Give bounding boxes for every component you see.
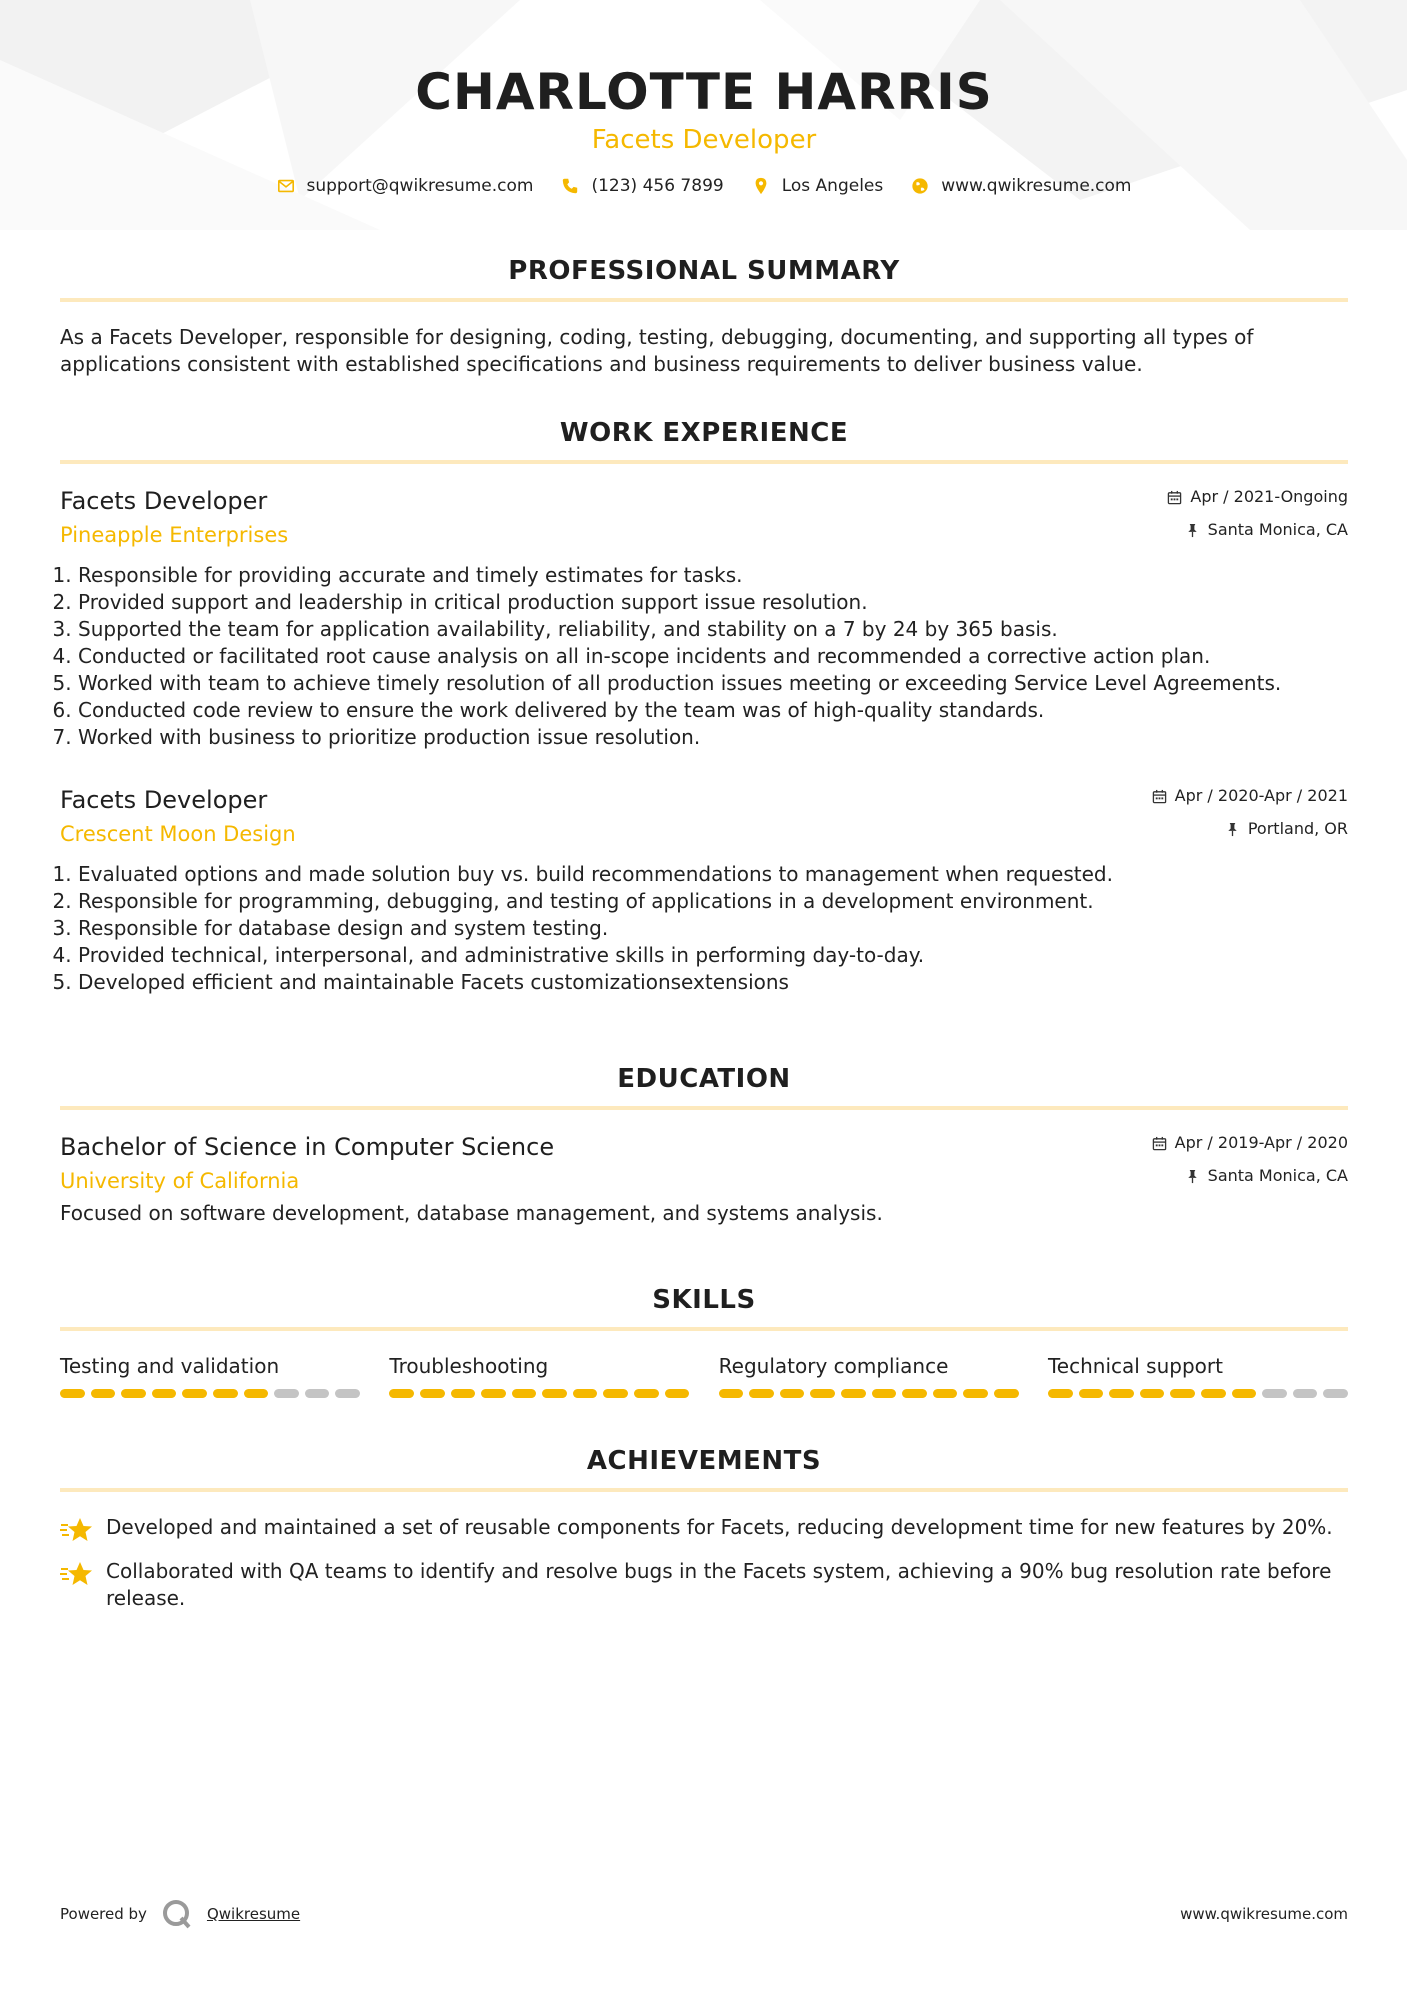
skills-title: SKILLS [652, 1285, 756, 1315]
summary-text: As a Facets Developer, responsible for designing, coding, testing, debugging, documenting, and supporting all types of applications consistent with established specifications and business requirements to deliver business value. [60, 325, 1254, 376]
skill-item [1048, 1353, 1348, 1398]
section-divider [60, 1327, 1348, 1331]
job-duty: 1. Responsible for providing accurate and timely estimates for tasks. [78, 562, 1348, 589]
skill-item [60, 1353, 360, 1398]
skill-segment-empty [335, 1389, 360, 1398]
job-duty: 4. Provided technical, interpersonal, and administrative skills in performing day-to-day. [78, 942, 1348, 969]
education-dates: Apr / 2019-Apr / 2020 [1174, 1133, 1348, 1152]
skill-segment-filled [451, 1389, 476, 1398]
map-pin-icon [752, 177, 770, 195]
education-description: Focused on software development, database management, and systems analysis. [60, 1201, 883, 1225]
contact-location-text: Los Angeles [781, 176, 884, 196]
skill-segment-filled [213, 1389, 238, 1398]
skill-segment-filled [749, 1389, 774, 1398]
qwikresume-logo-icon [161, 1898, 193, 1930]
job-duties [60, 562, 1348, 751]
skill-segment-filled [244, 1389, 269, 1398]
calendar-icon [1152, 789, 1167, 804]
skill-segment-filled [152, 1389, 177, 1398]
powered-by-label: Powered by [60, 1905, 147, 1923]
job-duty: 6. Conducted code review to ensure the work delivered by the team was of high-quality standards. [78, 697, 1348, 724]
candidate-role: Facets Developer [591, 125, 817, 155]
skill-segment-filled [420, 1389, 445, 1398]
job-duty: 5. Worked with team to achieve timely resolution of all production issues meeting or exceeding Service Level Agreements. [78, 670, 1348, 697]
skill-segment-filled [1048, 1389, 1073, 1398]
pushpin-icon [1185, 1169, 1200, 1184]
skill-segment-filled [603, 1389, 628, 1398]
degree-title: Bachelor of Science in Computer Science [60, 1133, 555, 1161]
job-duty: 4. Conducted or facilitated root cause analysis on all in-scope incidents and recommended a corrective action plan. [78, 643, 1348, 670]
job-duty: 3. Responsible for database design and system testing. [78, 915, 1348, 942]
job-location: Santa Monica, CA [1207, 520, 1348, 539]
skill-name: Technical support [1047, 1354, 1223, 1378]
job-entry [60, 486, 1348, 751]
skill-segment-filled [841, 1389, 866, 1398]
calendar-icon [1152, 1136, 1167, 1151]
skill-segment-filled [481, 1389, 506, 1398]
skill-segment-empty [1262, 1389, 1287, 1398]
skill-segment-filled [719, 1389, 744, 1398]
summary-title: PROFESSIONAL SUMMARY [508, 256, 900, 286]
section-divider [60, 1106, 1348, 1110]
job-duty: 2. Responsible for programming, debugging, and testing of applications in a development environment. [78, 888, 1348, 915]
phone-icon [561, 177, 579, 195]
skill-segment-filled [389, 1389, 414, 1398]
contact-email-text: support@qwikresume.com [306, 176, 534, 196]
skill-segment-filled [573, 1389, 598, 1398]
star-icon [60, 1560, 94, 1588]
skill-segment-filled [872, 1389, 897, 1398]
achievements-title: ACHIEVEMENTS [586, 1446, 822, 1476]
contact-phone[interactable] [561, 176, 723, 196]
skill-segment-filled [1140, 1389, 1165, 1398]
experience-title: WORK EXPERIENCE [559, 418, 849, 448]
skill-segment-filled [994, 1389, 1019, 1398]
skill-segment-filled [780, 1389, 805, 1398]
skill-level-bar [719, 1389, 1019, 1398]
section-divider [60, 298, 1348, 302]
skill-segment-filled [810, 1389, 835, 1398]
contact-website[interactable] [911, 176, 1131, 196]
job-duty: 3. Supported the team for application availability, reliability, and stability on a 7 by 24 by 365 basis. [78, 616, 1348, 643]
achievement-item [60, 1558, 1348, 1612]
skill-segment-filled [933, 1389, 958, 1398]
resume-page [60, 0, 1348, 1612]
job-meta [1152, 785, 1348, 840]
experience-section [60, 418, 1348, 996]
skill-segment-filled [121, 1389, 146, 1398]
achievement-text: Collaborated with QA teams to identify and resolve bugs in the Facets system, achieving a 90% bug resolution rate before release. [106, 1559, 1332, 1610]
contact-website-text: www.qwikresume.com [941, 176, 1132, 196]
skill-segment-filled [512, 1389, 537, 1398]
brand-link[interactable]: Qwikresume [206, 1905, 301, 1923]
job-duties [60, 861, 1348, 996]
skill-level-bar [60, 1389, 360, 1398]
skill-segment-filled [60, 1389, 85, 1398]
job-duty: 5. Developed efficient and maintainable Facets customizationsextensions [78, 969, 1348, 996]
powered-by [60, 1898, 300, 1930]
job-company: Crescent Moon Design [60, 822, 296, 846]
pushpin-icon [1225, 822, 1240, 837]
skill-segment-filled [1201, 1389, 1226, 1398]
job-entry [60, 785, 1348, 996]
calendar-icon [1167, 490, 1182, 505]
school-name: University of California [60, 1169, 300, 1193]
skill-level-bar [389, 1389, 689, 1398]
star-icon [60, 1516, 94, 1544]
contact-phone-text: (123) 456 7899 [591, 176, 724, 196]
education-section [60, 1064, 1348, 1227]
skill-segment-filled [963, 1389, 988, 1398]
job-duty: 1. Evaluated options and made solution buy vs. build recommendations to management when requested. [78, 861, 1348, 888]
job-company: Pineapple Enterprises [60, 523, 289, 547]
job-title: Facets Developer [60, 786, 268, 814]
envelope-icon [277, 177, 295, 195]
candidate-name: CHARLOTTE HARRIS [415, 63, 993, 121]
skill-segment-empty [1293, 1389, 1318, 1398]
page-footer [60, 1898, 1348, 1930]
achievement-text: Developed and maintained a set of reusable components for Facets, reducing development time for new features by 20%. [106, 1515, 1333, 1539]
skills-section [60, 1285, 1348, 1398]
job-title: Facets Developer [60, 487, 268, 515]
resume-header [60, 0, 1348, 196]
skill-segment-filled [542, 1389, 567, 1398]
skill-segment-filled [902, 1389, 927, 1398]
skill-segment-filled [182, 1389, 207, 1398]
skill-segment-empty [274, 1389, 299, 1398]
achievement-item [60, 1514, 1348, 1544]
skill-item [719, 1353, 1019, 1398]
section-divider [60, 1488, 1348, 1492]
skill-segment-filled [1079, 1389, 1104, 1398]
job-location: Portland, OR [1247, 819, 1348, 838]
skill-name: Testing and validation [60, 1354, 280, 1378]
job-dates: Apr / 2021-Ongoing [1190, 487, 1348, 506]
skill-level-bar [1048, 1389, 1348, 1398]
job-meta [1167, 486, 1348, 541]
skill-segment-filled [1109, 1389, 1134, 1398]
job-duty: 7. Worked with business to prioritize production issue resolution. [78, 724, 1348, 751]
footer-website[interactable]: www.qwikresume.com [1180, 1905, 1348, 1923]
skill-segment-filled [1170, 1389, 1195, 1398]
achievements-section [60, 1446, 1348, 1612]
education-location: Santa Monica, CA [1207, 1166, 1348, 1185]
contact-bar [60, 176, 1348, 196]
pushpin-icon [1185, 523, 1200, 538]
skill-segment-filled [91, 1389, 116, 1398]
education-entry [60, 1132, 1348, 1227]
skill-segment-filled [634, 1389, 659, 1398]
education-meta [1152, 1132, 1348, 1187]
skill-segment-filled [665, 1389, 690, 1398]
skill-name: Troubleshooting [389, 1354, 549, 1378]
globe-icon [911, 177, 929, 195]
contact-location [752, 176, 884, 196]
skill-segment-filled [1232, 1389, 1257, 1398]
skills-list [60, 1353, 1348, 1398]
job-dates: Apr / 2020-Apr / 2021 [1174, 786, 1348, 805]
skill-segment-empty [1323, 1389, 1348, 1398]
contact-email[interactable] [277, 176, 534, 196]
section-divider [60, 460, 1348, 464]
education-title: EDUCATION [617, 1064, 791, 1094]
job-duty: 2. Provided support and leadership in critical production support issue resolution. [78, 589, 1348, 616]
summary-section [60, 256, 1348, 378]
skill-segment-empty [305, 1389, 330, 1398]
skill-item [389, 1353, 689, 1398]
skill-name: Regulatory compliance [718, 1354, 949, 1378]
